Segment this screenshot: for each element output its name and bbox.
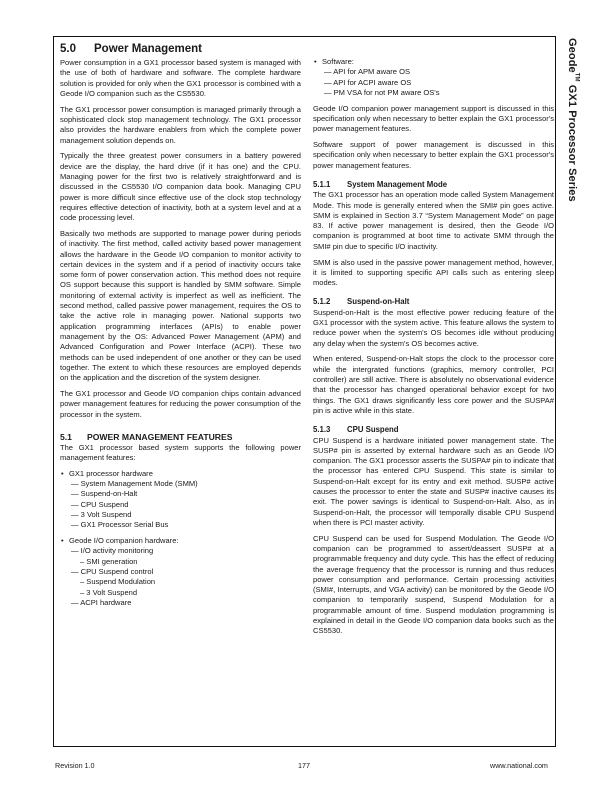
list-item: — CPU Suspend: [71, 499, 129, 509]
trademark: TM: [573, 72, 580, 82]
feature-list-geode-io: [60, 536, 301, 608]
footer-page-number: 177: [298, 761, 310, 770]
list-item: • GX1 processor hardware: [60, 469, 301, 479]
paragraph: CPU Suspend is a hardware initiated power management state. The SUSP# pin is asserted by external hardware such as an Geode I/O companion. The GX1 processor asserts the SUSPA# pin to indicate that the processor has entered CPU Suspend. This state is similar to Suspend-on-Halt except for its entry and exit method. SUSP# active causes the processor to enter the state and SUSP# inactive causes its exit. The power savings is identical to Suspend-on-Halt. Also, as in Suspend-on-Halt, the processor will temporally disable CPU Suspend when there is PCI master activity.: [313, 435, 554, 527]
paragraph: SMM is also used in the passive power management method, however, it is limited to supporting specific API calls such as entering sleep modes.: [313, 257, 554, 288]
section-title: Power Management: [94, 43, 202, 55]
list-item: — API for APM aware OS: [324, 67, 410, 77]
paragraph: Basically two methods are supported to manage power during periods of inactivity. The first method, called activity based power management allows the hardware in the Geode I/O companion to monitor activity to certain devices in the system and if a period of inactivity occurs take some form of power conservation action. This method does not require OS support because this support is handled by SMM software. Simple monitoring of external activity is imperfect as well as inefficient. The second method, called passive power management, requires the OS to take the active role in managing power. National supports two application programming interfaces (APIs) to enable power management by the OS: Advanced Power Management (APM) and Advanced Configuration and Power Interface (ACPI). These two methods can be used independent of one another or they can be used together. The extent to which these resources are employed depends on the application and the discretion of the system designer.: [60, 228, 301, 383]
paragraph: Power consumption in a GX1 processor based system is managed with the use of both of hardware and software. The complete hardware solution is provided for only when the GX1 processor is combined with a Geode I/O companion such as the CS5530.: [60, 58, 301, 98]
left-column: [60, 42, 301, 614]
section-heading-5-1-2: [313, 297, 554, 307]
right-column: [313, 57, 554, 642]
list-item: – Suspend Modulation: [80, 577, 156, 587]
section-heading-5-1-3: [313, 425, 554, 435]
side-series-title: [566, 38, 580, 202]
section-title: CPU Suspend: [347, 425, 399, 435]
paragraph: Suspend-on-Halt is the most effective power reducing feature of the GX1 processor with the system active. This feature allows the system to reduce power when the system's OS becomes idle without producing any delay when the system's OS becomes active.: [313, 307, 554, 348]
footer-revision: Revision 1.0: [55, 761, 95, 770]
section-title: System Management Mode: [347, 179, 448, 189]
list-item: — ACPI hardware: [71, 597, 132, 607]
paragraph: CPU Suspend can be used for Suspend Modulation. The Geode I/O companion can be programmed to assert/deassert SUSP# at a programmable frequency and duty cycle. This has the effect of reducing the average frequency that the processor is running and thus reduces power consumption and performance. Certain processing activities (SMI#, Interrupts, and VGA activity) can be monitored by the Geode I/O companion to temporarily suspend, Suspend Modulation for a programmable amount of time. Suspend modulation programming is explained in detail in the Geode I/O companion data books such as the CS5530.: [313, 533, 554, 636]
list-item: — 3 Volt Suspend: [71, 510, 132, 520]
section-title: POWER MANAGEMENT FEATURES: [87, 431, 233, 442]
section-number: 5.1: [60, 431, 72, 442]
list-item: — Suspend-on-Halt: [71, 489, 138, 499]
paragraph: The GX1 processor has an operation mode called System Management Mode. This mode is generally entered when the SMI# pin goes active. SMM is explained in Section 3.7 “System Management Mode” on page 83. If active power management is desired, then the Geode I/O companion is programmed at boot time to activate SMM through the SMI# pin due to specific I/O inactivity.: [313, 190, 554, 251]
footer-url: www.national.com: [490, 761, 548, 770]
section-heading-5-1-1: [313, 180, 554, 190]
list-item: • Software:: [313, 57, 554, 67]
section-heading-5-1: [60, 432, 301, 442]
paragraph: The GX1 processor power consumption is managed primarily through a sophisticated clock stop management technology. The GX1 processor also provides the hardware enablers from which the complete power management solution depends on.: [60, 104, 301, 145]
section-number: 5.1.2: [313, 297, 331, 307]
feature-list-gx1: [60, 469, 301, 531]
paragraph: The GX1 processor and Geode I/O companion chips contain advanced power management features for reducing the power consumption of the processor in the system.: [60, 388, 301, 419]
list-item: — System Management Mode (SMM): [71, 479, 198, 489]
list-item: — CPU Suspend control: [71, 567, 154, 577]
paragraph: Geode I/O companion power management support is discussed in this specification only when necessary to better explain the GX1 processor's power management features.: [313, 103, 554, 134]
section-title: Suspend-on-Halt: [347, 297, 410, 307]
list-item: – 3 Volt Suspend: [80, 587, 138, 597]
paragraph: When entered, Suspend-on-Halt stops the clock to the processor core while the intergrated functions (graphics, memory controller, PCI controller) are still active. There is absolutely no observational evidence that the processor has changed operational behavior except for two things. The GX1 draws significantly less core power and the SUSPA# pin is active while in this state.: [313, 354, 554, 415]
list-item: • Geode I/O companion hardware:: [60, 536, 301, 546]
section-number: 5.1.3: [313, 425, 331, 435]
list-item: — API for ACPI aware OS: [324, 77, 412, 87]
section-heading-5-0: [60, 42, 301, 56]
list-item: — GX1 Processor Serial Bus: [71, 520, 169, 530]
brand-name: Geode: [566, 38, 578, 73]
section-number: 5.1.1: [313, 179, 331, 189]
section-number: 5.0: [60, 43, 76, 55]
paragraph: Software support of power management is discussed in this specification only when necessary to better explain the GX1 processor's power management features.: [313, 140, 554, 170]
list-item: — PM VSA for not PM aware OS's: [324, 87, 440, 97]
feature-list-software: [313, 57, 554, 98]
list-item: – SMI generation: [80, 556, 138, 566]
paragraph: The GX1 processor based system supports the following power management features:: [60, 442, 301, 463]
list-item: — I/O activity monitoring: [71, 546, 154, 556]
paragraph: Typically the three greatest power consumers in a battery powered device are the display, the hard drive (if it has one) and the CPU. Managing power for the first two is relatively straightforward and is discussed in the CS5530 I/O companion data book. Managing CPU power is more difficult since effective use of the clock stop technology requires effective detection of inactivity, both at a system level and at a code processing level.: [60, 151, 301, 223]
series-name: GX1 Processor Series: [566, 84, 578, 202]
